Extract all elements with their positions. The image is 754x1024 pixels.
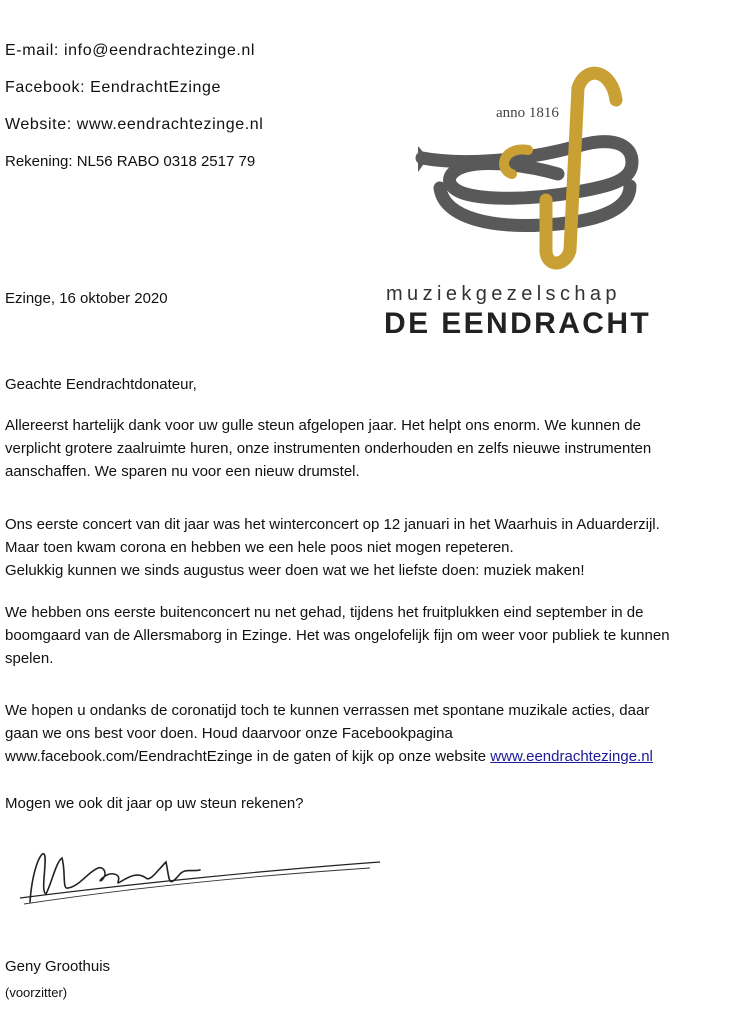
signer-name: Geny Groothuis bbox=[5, 958, 111, 975]
signature bbox=[10, 832, 390, 927]
contact-email: E-mail: info@eendrachtezinge.nl bbox=[5, 42, 256, 59]
brand-subtitle: muziekgezelschap bbox=[386, 283, 621, 305]
paragraph-3: We hebben ons eerste buitenconcert nu net gehad, tijdens het fruitplukken eind september in de boomgaard van de Allersmaborg in Ezinge. Het was ongelofelijk fijn om weer voor publiek te kunnen spelen. bbox=[5, 604, 670, 667]
contact-website: Website: www.eendrachtezinge.nl bbox=[5, 116, 264, 133]
paragraph-1: Allereerst hartelijk dank voor uw gulle steun afgelopen jaar. Het helpt ons enorm. We kunnen de verplicht grotere zaalruimte huren, onze instrumenten onderhouden en zelfs nieuwe instrumenten aanschaffen. We sparen nu voor een nieuw drumstel. bbox=[5, 417, 652, 480]
contact-account: Rekening: NL56 RABO 0318 2517 79 bbox=[5, 153, 256, 170]
signature-icon bbox=[10, 832, 390, 922]
paragraph-4 bbox=[5, 699, 747, 768]
horn-logo-icon bbox=[380, 50, 680, 280]
website-link[interactable]: www.eendrachtezinge.nl bbox=[490, 748, 653, 765]
paragraph-4-text: We hopen u ondanks de coronatijd toch te kunnen verrassen met spontane muzikale acties, daar gaan we ons best voor doen. Houd daarvoor onze Facebookpagina www.facebook.com/EendrachtEzinge in de gaten of kijk op onze website bbox=[5, 702, 650, 765]
contact-facebook: Facebook: EendrachtEzinge bbox=[5, 79, 222, 96]
paragraph-2: Ons eerste concert van dit jaar was het winterconcert op 12 januari in het Waarhuis in Aduarderzijl. Maar toen kwam corona en hebben we een hele poos niet mogen repeteren. Gelukkig kunnen we sinds augustus weer doen wat we het liefste doen: muziek maken! bbox=[5, 516, 660, 579]
paragraph-5: Mogen we ook dit jaar op uw steun rekenen? bbox=[5, 795, 304, 812]
logo bbox=[380, 50, 680, 350]
signer-role: (voorzitter) bbox=[5, 985, 68, 1000]
brand-name: DE EENDRACHT bbox=[384, 307, 652, 340]
logo-tagline: anno 1816 bbox=[496, 105, 559, 121]
salutation: Geachte Eendrachtdonateur, bbox=[5, 376, 197, 393]
letter-date: Ezinge, 16 oktober 2020 bbox=[5, 290, 168, 307]
